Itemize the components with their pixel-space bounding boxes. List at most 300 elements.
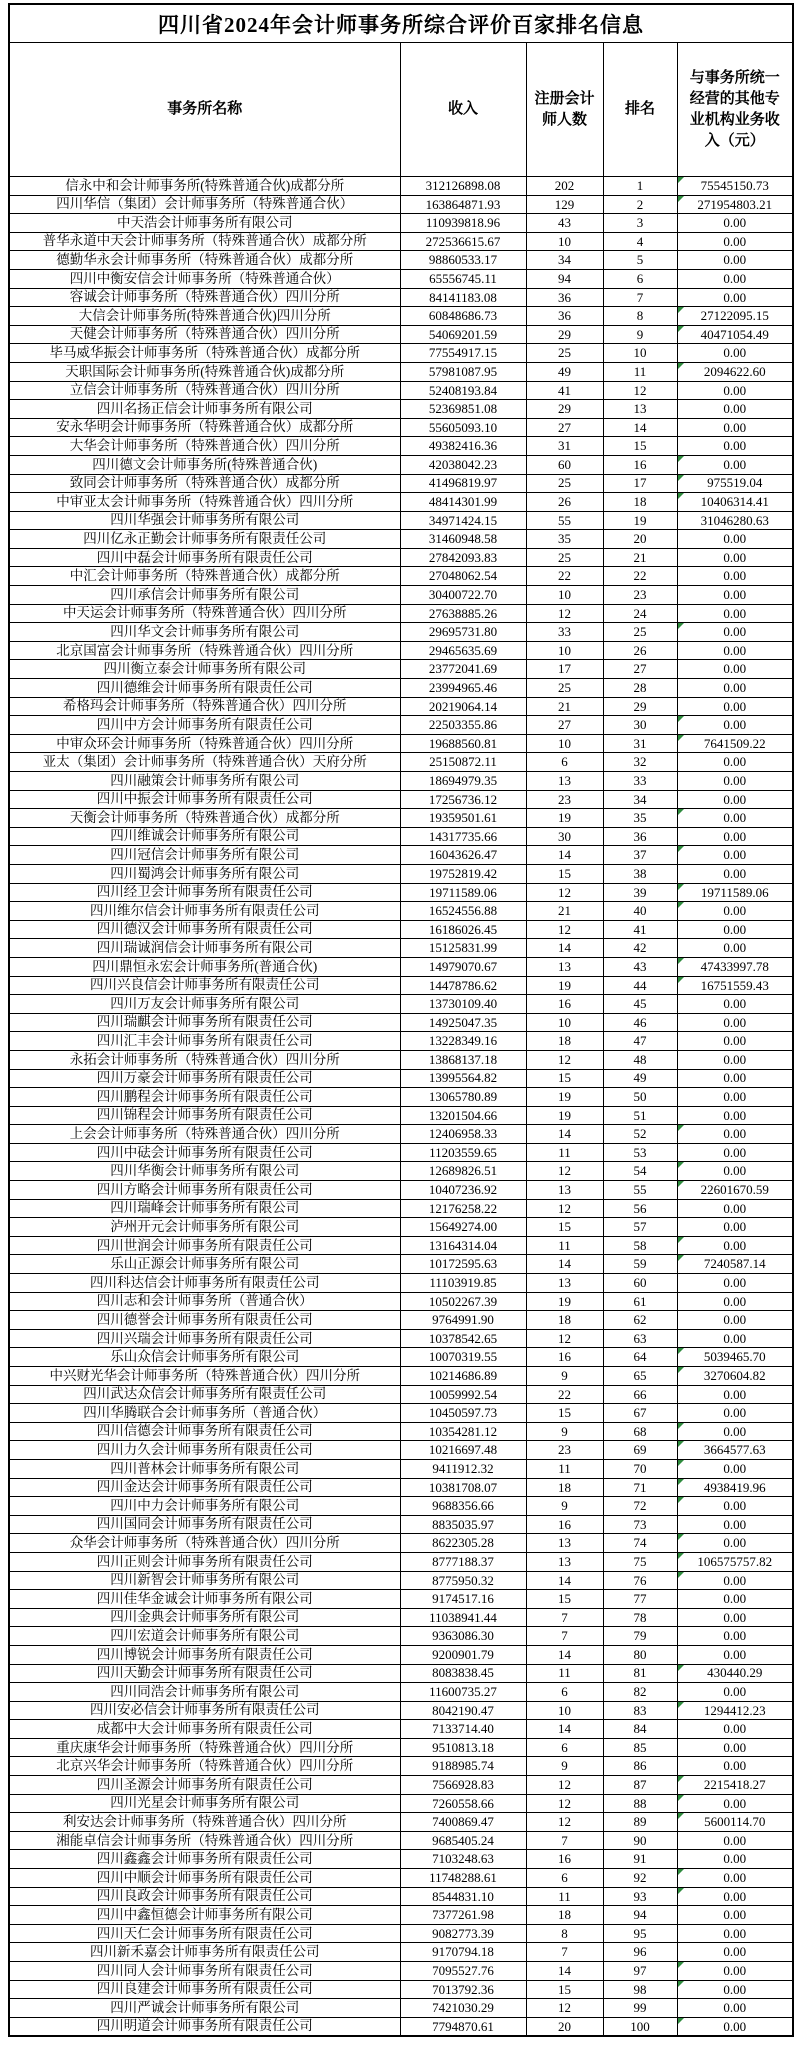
firm-name-cell: 四川衡立泰会计师事务所有限公司 <box>9 660 400 679</box>
table-row <box>9 1906 793 1925</box>
other-income-cell: 430440.29 <box>677 1664 793 1683</box>
table-row <box>9 1831 793 1850</box>
revenue-cell: 10381708.07 <box>400 1478 526 1497</box>
other-income-cell: 75545150.73 <box>677 177 793 196</box>
revenue-cell: 10214686.89 <box>400 1367 526 1386</box>
cpa-count-cell: 16 <box>526 1515 603 1534</box>
green-flag-icon <box>678 1665 684 1671</box>
rank-cell: 31 <box>603 734 677 753</box>
table-row <box>9 177 793 196</box>
cpa-count-cell: 41 <box>526 381 603 400</box>
cpa-count-cell: 15 <box>526 1404 603 1423</box>
revenue-cell: 13065780.89 <box>400 1088 526 1107</box>
rank-cell: 51 <box>603 1106 677 1125</box>
rank-cell: 55 <box>603 1181 677 1200</box>
firm-name-cell: 四川圣源会计师事务所有限责任公司 <box>9 1776 400 1795</box>
cpa-count-cell: 20 <box>526 2017 603 2036</box>
revenue-cell: 10502267.39 <box>400 1292 526 1311</box>
cpa-count-cell: 23 <box>526 790 603 809</box>
revenue-cell: 31460948.58 <box>400 530 526 549</box>
cpa-count-cell: 31 <box>526 437 603 456</box>
cpa-count-cell: 12 <box>526 1999 603 2018</box>
table-row <box>9 1645 793 1664</box>
revenue-cell: 7013792.36 <box>400 1980 526 1999</box>
other-income-cell: 0.00 <box>677 995 793 1014</box>
cpa-count-cell: 129 <box>526 195 603 214</box>
firm-name-cell: 湘能卓信会计师事务所（特殊普通合伙）四川分所 <box>9 1831 400 1850</box>
revenue-cell: 27638885.26 <box>400 604 526 623</box>
cpa-count-cell: 19 <box>526 809 603 828</box>
firm-name-cell: 四川中方会计师事务所有限责任公司 <box>9 716 400 735</box>
other-income-cell: 0.00 <box>677 251 793 270</box>
rank-cell: 8 <box>603 307 677 326</box>
cpa-count-cell: 6 <box>526 753 603 772</box>
table-row <box>9 530 793 549</box>
table-row <box>9 864 793 883</box>
other-income-cell: 0.00 <box>677 1125 793 1144</box>
firm-name-cell: 利安达会计师事务所（特殊普通合伙）四川分所 <box>9 1813 400 1832</box>
table-row <box>9 902 793 921</box>
other-income-cell: 0.00 <box>677 641 793 660</box>
cpa-count-cell: 18 <box>526 1032 603 1051</box>
cpa-count-cell: 19 <box>526 976 603 995</box>
rank-cell: 19 <box>603 511 677 530</box>
firm-name-cell: 四川经卫会计师事务所有限责任公司 <box>9 883 400 902</box>
other-income-cell: 0.00 <box>677 846 793 865</box>
cpa-count-cell: 15 <box>526 1980 603 1999</box>
revenue-cell: 8777188.37 <box>400 1552 526 1571</box>
rank-cell: 95 <box>603 1924 677 1943</box>
cpa-count-cell: 18 <box>526 1478 603 1497</box>
firm-name-cell: 四川天勤会计师事务所有限责任公司 <box>9 1664 400 1683</box>
other-income-cell: 0.00 <box>677 1590 793 1609</box>
cpa-count-cell: 36 <box>526 288 603 307</box>
revenue-cell: 19688560.81 <box>400 734 526 753</box>
rank-cell: 98 <box>603 1980 677 1999</box>
revenue-cell: 9510813.18 <box>400 1738 526 1757</box>
revenue-cell: 27048062.54 <box>400 567 526 586</box>
other-income-cell: 0.00 <box>677 1534 793 1553</box>
table-row <box>9 586 793 605</box>
other-income-cell: 0.00 <box>677 1869 793 1888</box>
green-flag-icon <box>678 735 684 741</box>
table-row <box>9 325 793 344</box>
rank-cell: 34 <box>603 790 677 809</box>
other-income-cell: 271954803.21 <box>677 195 793 214</box>
cpa-count-cell: 7 <box>526 1943 603 1962</box>
table-row <box>9 1199 793 1218</box>
table-row <box>9 1236 793 1255</box>
green-flag-icon <box>678 475 684 481</box>
green-flag-icon <box>678 1869 684 1875</box>
revenue-cell: 13228349.16 <box>400 1032 526 1051</box>
green-flag-icon <box>678 623 684 629</box>
rank-cell: 65 <box>603 1367 677 1386</box>
rank-cell: 78 <box>603 1608 677 1627</box>
rank-cell: 11 <box>603 362 677 381</box>
other-income-cell: 0.00 <box>677 1385 793 1404</box>
rank-cell: 59 <box>603 1255 677 1274</box>
firm-name-cell: 中审亚太会计师事务所（特殊普通合伙）四川分所 <box>9 493 400 512</box>
green-flag-icon <box>678 977 684 983</box>
green-flag-icon <box>678 1367 684 1373</box>
other-income-cell: 0.00 <box>677 288 793 307</box>
revenue-cell: 10216697.48 <box>400 1441 526 1460</box>
cpa-count-cell: 11 <box>526 1143 603 1162</box>
table-row <box>9 548 793 567</box>
other-income-cell: 0.00 <box>677 1106 793 1125</box>
table-row <box>9 1534 793 1553</box>
green-flag-icon <box>678 1125 684 1131</box>
cpa-count-cell: 11 <box>526 1236 603 1255</box>
rank-cell: 97 <box>603 1962 677 1981</box>
revenue-cell: 25150872.11 <box>400 753 526 772</box>
cpa-count-cell: 19 <box>526 1106 603 1125</box>
cpa-count-cell: 9 <box>526 1367 603 1386</box>
cpa-count-cell: 12 <box>526 883 603 902</box>
cpa-count-cell: 94 <box>526 269 603 288</box>
table-row <box>9 1162 793 1181</box>
table-row <box>9 1813 793 1832</box>
revenue-cell: 55605093.10 <box>400 418 526 437</box>
other-income-cell: 0.00 <box>677 1218 793 1237</box>
other-income-cell: 0.00 <box>677 586 793 605</box>
rank-cell: 86 <box>603 1757 677 1776</box>
cpa-count-cell: 7 <box>526 1831 603 1850</box>
green-flag-icon <box>678 1162 684 1168</box>
firm-name-cell: 四川兴良信会计师事务所有限责任公司 <box>9 976 400 995</box>
revenue-cell: 272536615.67 <box>400 232 526 251</box>
firm-name-cell: 毕马威华振会计师事务所（特殊普通合伙）成都分所 <box>9 344 400 363</box>
firm-name-cell: 永拓会计师事务所（特殊普通合伙）四川分所 <box>9 1050 400 1069</box>
firm-name-cell: 重庆康华会计师事务所（特殊普通合伙）四川分所 <box>9 1738 400 1757</box>
rank-cell: 62 <box>603 1311 677 1330</box>
revenue-cell: 9170794.18 <box>400 1943 526 1962</box>
other-income-cell: 0.00 <box>677 1292 793 1311</box>
green-flag-icon <box>678 846 684 852</box>
cpa-count-cell: 14 <box>526 1571 603 1590</box>
cpa-count-cell: 34 <box>526 251 603 270</box>
other-income-cell: 0.00 <box>677 1962 793 1981</box>
table-row <box>9 362 793 381</box>
revenue-cell: 77554917.15 <box>400 344 526 363</box>
green-flag-icon <box>678 1553 684 1559</box>
cpa-count-cell: 9 <box>526 1497 603 1516</box>
firm-name-cell: 天职国际会计师事务所(特殊普通合伙)成都分所 <box>9 362 400 381</box>
revenue-cell: 7421030.29 <box>400 1999 526 2018</box>
table-row <box>9 1329 793 1348</box>
other-income-cell: 0.00 <box>677 1999 793 2018</box>
revenue-cell: 11038941.44 <box>400 1608 526 1627</box>
firm-name-cell: 四川华腾联合会计师事务所（普通合伙） <box>9 1404 400 1423</box>
firm-name-cell: 安永华明会计师事务所（特殊普通合伙）成都分所 <box>9 418 400 437</box>
green-flag-icon <box>678 1962 684 1968</box>
table-row <box>9 1478 793 1497</box>
rank-cell: 33 <box>603 772 677 791</box>
other-income-cell: 0.00 <box>677 1627 793 1646</box>
table-row <box>9 1943 793 1962</box>
revenue-cell: 9685405.24 <box>400 1831 526 1850</box>
green-flag-icon <box>678 884 684 890</box>
rank-cell: 17 <box>603 474 677 493</box>
firm-name-cell: 四川安必信会计师事务所有限责任公司 <box>9 1701 400 1720</box>
column-header-revenue: 收入 <box>400 43 526 177</box>
firm-name-cell: 四川信德会计师事务所有限责任公司 <box>9 1422 400 1441</box>
other-income-cell: 106575757.82 <box>677 1552 793 1571</box>
cpa-count-cell: 21 <box>526 902 603 921</box>
firm-name-cell: 四川华文会计师事务所有限公司 <box>9 623 400 642</box>
other-income-cell: 0.00 <box>677 753 793 772</box>
green-flag-icon <box>678 1423 684 1429</box>
other-income-cell: 0.00 <box>677 1088 793 1107</box>
column-header-firm-name: 事务所名称 <box>9 43 400 177</box>
other-income-cell: 0.00 <box>677 1143 793 1162</box>
revenue-cell: 19752819.42 <box>400 864 526 883</box>
other-income-cell: 0.00 <box>677 530 793 549</box>
revenue-cell: 49382416.36 <box>400 437 526 456</box>
cpa-count-cell: 33 <box>526 623 603 642</box>
revenue-cell: 9188985.74 <box>400 1757 526 1776</box>
rank-cell: 54 <box>603 1162 677 1181</box>
cpa-count-cell: 10 <box>526 734 603 753</box>
revenue-cell: 52369851.08 <box>400 400 526 419</box>
revenue-cell: 10407236.92 <box>400 1181 526 1200</box>
cpa-count-cell: 22 <box>526 1385 603 1404</box>
green-flag-icon <box>678 2018 684 2024</box>
firm-name-cell: 四川鑫鑫会计师事务所有限责任公司 <box>9 1850 400 1869</box>
table-row <box>9 1590 793 1609</box>
rank-cell: 63 <box>603 1329 677 1348</box>
table-row <box>9 809 793 828</box>
table-row <box>9 1274 793 1293</box>
firm-name-cell: 北京国富会计师事务所（特殊普通合伙）四川分所 <box>9 641 400 660</box>
firm-name-cell: 四川金典会计师事务所有限公司 <box>9 1608 400 1627</box>
cpa-count-cell: 12 <box>526 1813 603 1832</box>
firm-name-cell: 四川世润会计师事务所有限责任公司 <box>9 1236 400 1255</box>
table-row <box>9 920 793 939</box>
cpa-count-cell: 13 <box>526 1534 603 1553</box>
table-row <box>9 1664 793 1683</box>
cpa-count-cell: 6 <box>526 1869 603 1888</box>
cpa-count-cell: 25 <box>526 474 603 493</box>
firm-name-cell: 四川融策会计师事务所有限公司 <box>9 772 400 791</box>
rank-cell: 14 <box>603 418 677 437</box>
firm-name-cell: 四川金达会计师事务所有限责任公司 <box>9 1478 400 1497</box>
table-row <box>9 232 793 251</box>
firm-name-cell: 希格玛会计师事务所（特殊普通合伙）四川分所 <box>9 697 400 716</box>
table-row <box>9 1776 793 1795</box>
revenue-cell: 11748288.61 <box>400 1869 526 1888</box>
revenue-cell: 8835035.97 <box>400 1515 526 1534</box>
table-row <box>9 827 793 846</box>
cpa-count-cell: 202 <box>526 177 603 196</box>
cpa-count-cell: 10 <box>526 586 603 605</box>
rank-cell: 47 <box>603 1032 677 1051</box>
revenue-cell: 16043626.47 <box>400 846 526 865</box>
table-row <box>9 772 793 791</box>
rank-cell: 89 <box>603 1813 677 1832</box>
other-income-cell: 2215418.27 <box>677 1776 793 1795</box>
firm-name-cell: 四川万友会计师事务所有限公司 <box>9 995 400 1014</box>
rank-cell: 81 <box>603 1664 677 1683</box>
revenue-cell: 11103919.85 <box>400 1274 526 1293</box>
column-header-other-income: 与事务所统一经营的其他专业机构业务收入（元） <box>677 43 793 177</box>
revenue-cell: 15125831.99 <box>400 939 526 958</box>
other-income-cell: 0.00 <box>677 716 793 735</box>
other-income-cell: 22601670.59 <box>677 1181 793 1200</box>
cpa-count-cell: 7 <box>526 1627 603 1646</box>
green-flag-icon <box>678 1237 684 1243</box>
revenue-cell: 163864871.93 <box>400 195 526 214</box>
other-income-cell: 0.00 <box>677 660 793 679</box>
revenue-cell: 57981087.95 <box>400 362 526 381</box>
table-row <box>9 1050 793 1069</box>
other-income-cell: 0.00 <box>677 1032 793 1051</box>
table-row <box>9 1441 793 1460</box>
green-flag-icon <box>678 1888 684 1894</box>
rank-cell: 37 <box>603 846 677 865</box>
green-flag-icon <box>678 902 684 908</box>
green-flag-icon <box>678 456 684 462</box>
table-row <box>9 1106 793 1125</box>
revenue-cell: 13868137.18 <box>400 1050 526 1069</box>
rank-cell: 12 <box>603 381 677 400</box>
rank-cell: 76 <box>603 1571 677 1590</box>
other-income-cell: 10406314.41 <box>677 493 793 512</box>
revenue-cell: 7095527.76 <box>400 1962 526 1981</box>
table-row <box>9 995 793 1014</box>
green-flag-icon <box>678 307 684 313</box>
revenue-cell: 15649274.00 <box>400 1218 526 1237</box>
table-row <box>9 1143 793 1162</box>
cpa-count-cell: 10 <box>526 1701 603 1720</box>
table-row <box>9 1683 793 1702</box>
table-row <box>9 1738 793 1757</box>
table-row <box>9 660 793 679</box>
other-income-cell: 2094622.60 <box>677 362 793 381</box>
revenue-cell: 12406958.33 <box>400 1125 526 1144</box>
cpa-count-cell: 25 <box>526 548 603 567</box>
other-income-cell: 0.00 <box>677 1162 793 1181</box>
firm-name-cell: 四川维诚会计师事务所有限公司 <box>9 827 400 846</box>
table-row <box>9 1794 793 1813</box>
rank-cell: 72 <box>603 1497 677 1516</box>
firm-name-cell: 四川普林会计师事务所有限公司 <box>9 1459 400 1478</box>
other-income-cell: 0.00 <box>677 1013 793 1032</box>
table-row <box>9 1571 793 1590</box>
cpa-count-cell: 29 <box>526 400 603 419</box>
other-income-cell: 0.00 <box>677 1906 793 1925</box>
revenue-cell: 8042190.47 <box>400 1701 526 1720</box>
firm-name-cell: 四川蜀鸿会计师事务所有限公司 <box>9 864 400 883</box>
table-row <box>9 400 793 419</box>
other-income-cell: 0.00 <box>677 604 793 623</box>
green-flag-icon <box>678 716 684 722</box>
rank-cell: 90 <box>603 1831 677 1850</box>
revenue-cell: 110939818.96 <box>400 214 526 233</box>
cpa-count-cell: 15 <box>526 1069 603 1088</box>
rank-cell: 49 <box>603 1069 677 1088</box>
rank-cell: 53 <box>603 1143 677 1162</box>
revenue-cell: 13164314.04 <box>400 1236 526 1255</box>
firm-name-cell: 四川冠信会计师事务所有限公司 <box>9 846 400 865</box>
firm-name-cell: 四川亿永正勤会计师事务所有限责任公司 <box>9 530 400 549</box>
revenue-cell: 48414301.99 <box>400 493 526 512</box>
rank-cell: 6 <box>603 269 677 288</box>
cpa-count-cell: 12 <box>526 1162 603 1181</box>
cpa-count-cell: 10 <box>526 1013 603 1032</box>
cpa-count-cell: 49 <box>526 362 603 381</box>
table-row <box>9 437 793 456</box>
other-income-cell: 0.00 <box>677 1515 793 1534</box>
revenue-cell: 41496819.97 <box>400 474 526 493</box>
rank-cell: 41 <box>603 920 677 939</box>
revenue-cell: 52408193.84 <box>400 381 526 400</box>
rank-cell: 84 <box>603 1720 677 1739</box>
rank-cell: 64 <box>603 1348 677 1367</box>
rank-cell: 87 <box>603 1776 677 1795</box>
rank-cell: 15 <box>603 437 677 456</box>
cpa-count-cell: 19 <box>526 1292 603 1311</box>
rank-cell: 4 <box>603 232 677 251</box>
firm-name-cell: 四川科达信会计师事务所有限责任公司 <box>9 1274 400 1293</box>
cpa-count-cell: 21 <box>526 697 603 716</box>
firm-name-cell: 四川中鑫恒德会计师事务所有限公司 <box>9 1906 400 1925</box>
firm-name-cell: 四川华衡会计师事务所有限公司 <box>9 1162 400 1181</box>
firm-name-cell: 四川华信（集团）会计师事务所（特殊普通合伙） <box>9 195 400 214</box>
green-flag-icon <box>678 196 684 202</box>
firm-name-cell: 立信会计师事务所（特殊普通合伙）四川分所 <box>9 381 400 400</box>
table-row <box>9 1980 793 1999</box>
firm-name-cell: 四川光星会计师事务所有限公司 <box>9 1794 400 1813</box>
table-row <box>9 1181 793 1200</box>
table-row <box>9 381 793 400</box>
rank-cell: 71 <box>603 1478 677 1497</box>
firm-name-cell: 四川武达众信会计师事务所有限责任公司 <box>9 1385 400 1404</box>
cpa-count-cell: 11 <box>526 1459 603 1478</box>
green-flag-icon <box>678 1776 684 1782</box>
firm-name-cell: 四川中磊会计师事务所有限责任公司 <box>9 548 400 567</box>
table-row <box>9 455 793 474</box>
table-row <box>9 1069 793 1088</box>
page-title: 四川省2024年会计师事务所综合评价百家排名信息 <box>9 4 793 43</box>
other-income-cell: 0.00 <box>677 1887 793 1906</box>
rank-cell: 58 <box>603 1236 677 1255</box>
firm-name-cell: 四川天仁会计师事务所有限责任公司 <box>9 1924 400 1943</box>
revenue-cell: 65556745.11 <box>400 269 526 288</box>
rank-cell: 39 <box>603 883 677 902</box>
firm-name-cell: 四川力久会计师事务所有限责任公司 <box>9 1441 400 1460</box>
green-flag-icon <box>678 1441 684 1447</box>
table-row <box>9 939 793 958</box>
table-row <box>9 1552 793 1571</box>
firm-name-cell: 四川瑞峰会计师事务所有限公司 <box>9 1199 400 1218</box>
other-income-cell: 0.00 <box>677 437 793 456</box>
revenue-cell: 17256736.12 <box>400 790 526 809</box>
other-income-cell: 0.00 <box>677 1422 793 1441</box>
table-row <box>9 344 793 363</box>
other-income-cell: 0.00 <box>677 232 793 251</box>
rank-cell: 80 <box>603 1645 677 1664</box>
firm-name-cell: 四川明道会计师事务所有限责任公司 <box>9 2017 400 2036</box>
revenue-cell: 84141183.08 <box>400 288 526 307</box>
table-row <box>9 1497 793 1516</box>
rank-cell: 94 <box>603 1906 677 1925</box>
firm-name-cell: 四川德维会计师事务所有限责任公司 <box>9 679 400 698</box>
other-income-cell: 1294412.23 <box>677 1701 793 1720</box>
firm-name-cell: 普华永道中天会计师事务所（特殊普通合伙）成都分所 <box>9 232 400 251</box>
column-header-rank: 排名 <box>603 43 677 177</box>
